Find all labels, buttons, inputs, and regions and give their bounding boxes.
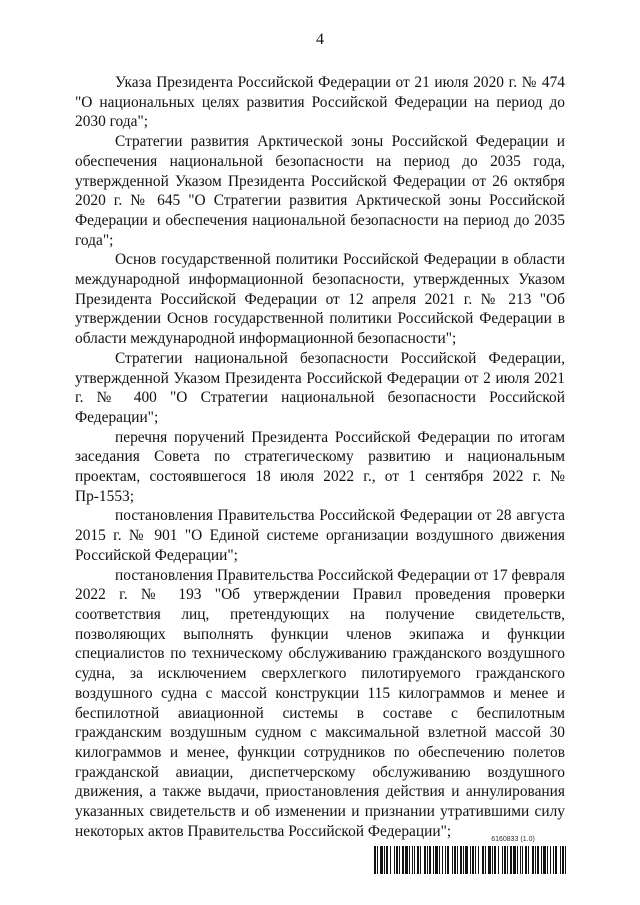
paragraph: постановления Правительства Российской Федерации от 17 февраля 2022 г. № 193 "Об утверждении Правил проведения проверки соответствия лиц, претендующих на получение свидетельств, позволяющих выполнять функции членов экипажа и функции специалистов по техническому обслуживанию гражданского воздушного судна, за исключением сверхлегкого пилотируемого гражданского воздушного судна с массой конструкции 115 килограммов и менее и беспилотной авиационной системы в составе с беспилотным гражданским воздушным судном с максимальной взлетной массой 30 килограммов и менее, функции сотрудников по обеспечению полетов гражданской авиации, диспетчерскому обслуживанию воздушного движения, а также выдачи, приостановления действия и аннулирования указанных свидетельств и об изменении и признании утратившими силу некоторых актов Правительства Российской Федерации"; bbox=[75, 566, 565, 840]
paragraph: Стратегии национальной безопасности Российской Федерации, утвержденной Указом Президента Российской Федерации от 2 июля 2021 г. № 400 "О Стратегии национальной безопасности Российской Федерации"; bbox=[75, 349, 565, 426]
paragraph: постановления Правительства Российской Федерации от 28 августа 2015 г. № 901 "О Единой системе организации воздушного движения Российской Федерации"; bbox=[75, 507, 565, 564]
document-code: 6160833 (1.0) bbox=[491, 836, 535, 843]
paragraph: Основ государственной политики Российской Федерации в области международной информационной безопасности, утвержденных Указом Президента Российской Федерации от 12 апреля 2021 г. № 213 "Об утверждении Основ государственной политики Российской Федерации в области международной информационной безопасности"; bbox=[75, 251, 565, 348]
page-number: 4 bbox=[316, 31, 324, 48]
paragraph: перечня поручений Президента Российской Федерации по итогам заседания Совета по стратегическому развитию и национальным проектам, состоявшегося 18 июля 2022 г., от 1 сентября 2022 г. № Пр-1553; bbox=[75, 428, 565, 505]
paragraph: Указа Президента Российской Федерации от 21 июля 2020 г. № 474 "О национальных целях развития Российской Федерации на период до 2030 года"; bbox=[75, 74, 565, 131]
barcode-icon bbox=[374, 846, 568, 874]
paragraph: Стратегии развития Арктической зоны Российской Федерации и обеспечения национальной безопасности на период до 2035 года, утвержденной Указом Президента Российской Федерации от 26 октября 2020 г. № 645 "О Стратегии развития Арктической зоны Российской Федерации и обеспечения национальной безопасности на период до 2035 года"; bbox=[75, 133, 565, 249]
document-body bbox=[75, 73, 565, 841]
